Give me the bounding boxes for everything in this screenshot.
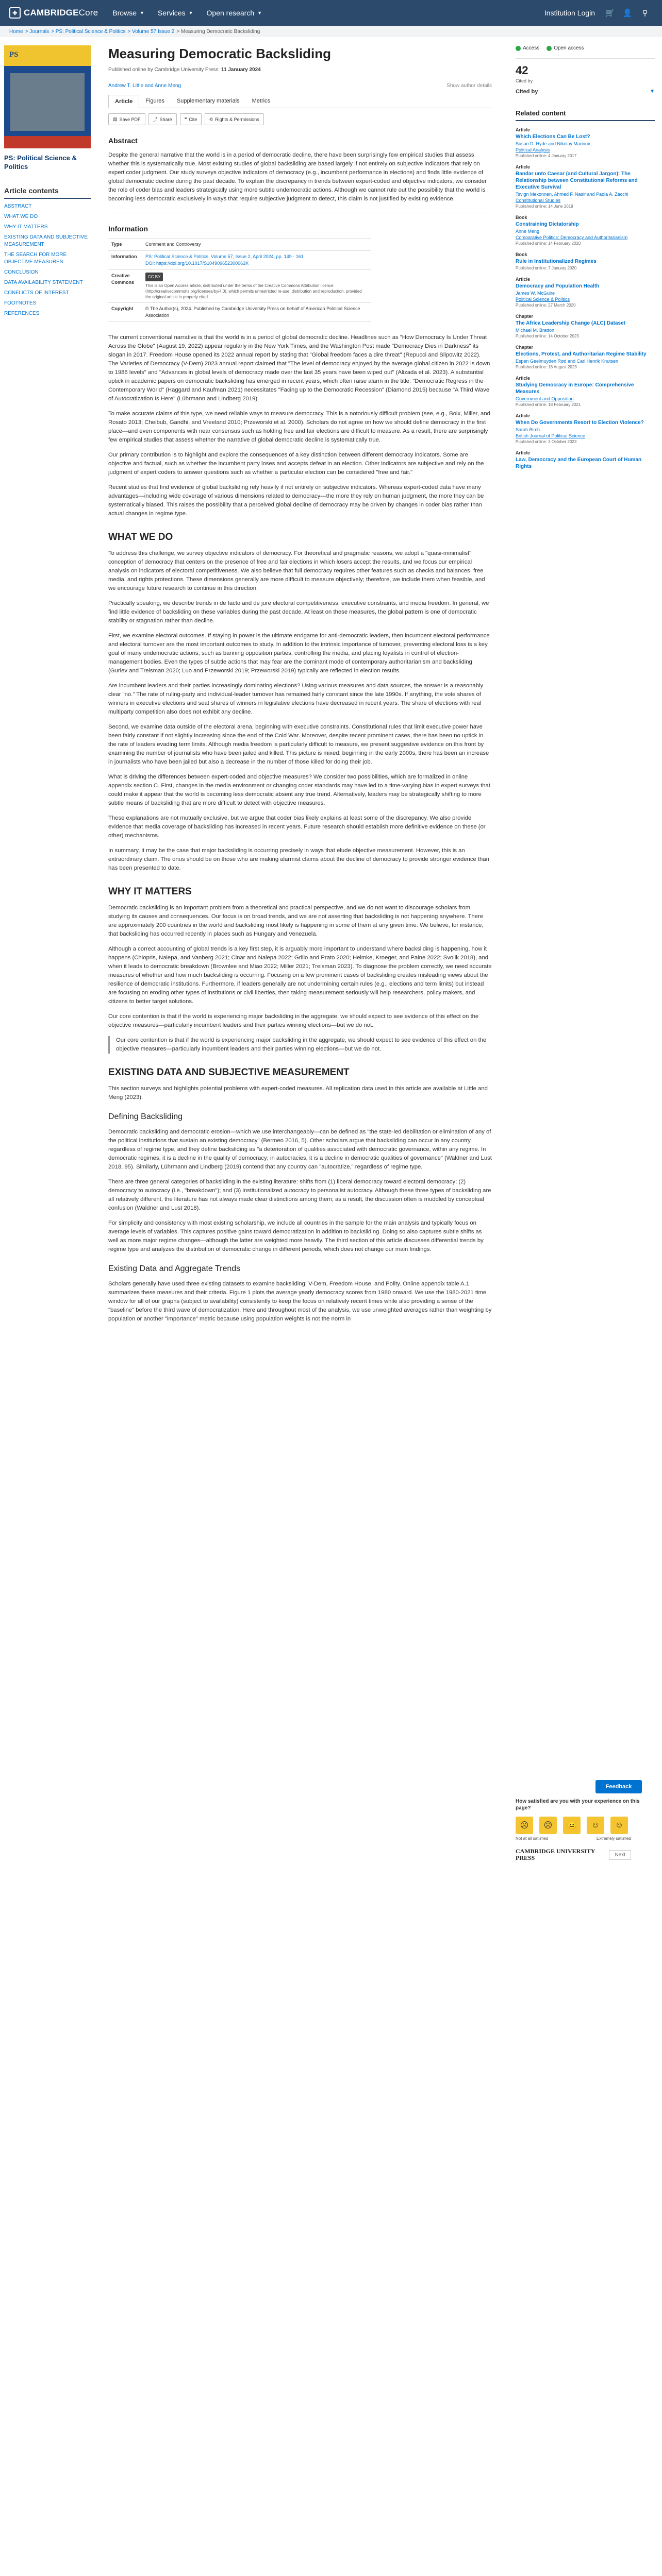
- intro-paragraph: To make accurate claims of this type, we need reliable ways to measure democracy. This is a notoriously difficult problem (see, e.g., Boix, Miller, and Rosato 2013; Cheibub, Gandhi, and Vreeland 2010; Przeworski et al. 2000). Scholars do not agree on how we should define democracy in the first place—and even components with near consensus such as holding free and fair elections are difficult to measure. As a result, there are surprisingly few empirical studies that assess whether the narrative of global democratic decline is systematically true.: [108, 411, 490, 443]
- info-value-cell: [142, 270, 371, 303]
- logo-main-text: CAMBRIDGE: [24, 8, 79, 18]
- body-paragraph: Practically speaking, we describe trends in de facto and de jure electoral competitiveness, executive constraints, and media freedom. In general, we find little evidence of backsliding on these variables during the past decade. At least on these measures, the global pattern is one of democratic stability or stagnation rather than decline.: [108, 600, 489, 624]
- related-journal[interactable]: Constitutional Studies: [516, 198, 561, 203]
- nav-label: Open research: [206, 9, 255, 17]
- journal-cover-image[interactable]: [4, 45, 91, 148]
- survey-scale-left: Not at all satisfied: [516, 1836, 549, 1841]
- right-sidebar: [516, 45, 655, 470]
- tab-supplementary[interactable]: Supplementary materials: [176, 98, 240, 104]
- related-date: Published online: 4 January 2017: [516, 154, 577, 158]
- info-value-cell: [142, 251, 371, 270]
- info-key: Information: [108, 251, 142, 270]
- abstract-text: Despite the general narrative that the world is in a period of democratic decline, there have been surprisingly few empirical studies that assess whether this is systematically true. Most existing studies of global backsliding are based largely if not entirely on subjective indicators that rely on expert coder judgment. Our study surveys objective indicators of democracy (e.g., incumbent performance in elections) and finds little evidence of global democratic decline during the past decade. To explain the discrepancy in trends between expert-coded and objective indicators, we consider the role of coder bias and leaders strategically using more subtle undemocratic actions. Although we cannot rule out the possibility that the world is becoming less democratic exclusively in ways that require subjective judgment to detect, this claim is not justified by existing evidence.: [108, 152, 487, 202]
- very-unhappy-face-icon[interactable]: ☹: [516, 1817, 533, 1834]
- related-title-link[interactable]: Bandar unto Caesar (and Cultural Jargon): The Relationship between Constitutional Reforms and Executive Survival: [516, 171, 638, 190]
- survey-faces: [516, 1817, 655, 1834]
- nav-open-research[interactable]: [207, 9, 262, 17]
- information-heading: Information: [108, 225, 148, 233]
- related-authors[interactable]: James W. McGuire: [516, 291, 555, 296]
- unhappy-face-icon[interactable]: ☹: [539, 1817, 557, 1834]
- info-row-copyright: [108, 303, 371, 322]
- related-authors[interactable]: Michael M. Bratton: [516, 328, 555, 333]
- contents-item[interactable]: DATA AVAILABILITY STATEMENT: [4, 280, 83, 285]
- article-toolbar: [108, 113, 492, 125]
- cited-by-count: 42: [516, 64, 528, 77]
- share-button[interactable]: [148, 113, 177, 125]
- tool-label: Save PDF: [119, 116, 141, 122]
- breadcrumb: [0, 26, 662, 37]
- abstract-heading: Abstract: [108, 137, 138, 145]
- happy-face-icon[interactable]: ☺: [587, 1817, 604, 1834]
- related-type: Article: [516, 413, 531, 418]
- shield-icon: ✚: [9, 7, 21, 19]
- related-date: Published online: 14 June 2019: [516, 204, 573, 209]
- info-value: Comment and Controversy: [142, 239, 371, 251]
- satisfaction-survey: [516, 1798, 655, 1861]
- body-paragraph: Democratic backsliding is an important problem from a theoretical and practical perspective, and we do not want to discourage scholars from studying its causes and consequences. Our focus is on broad trends, and we are not asserting that backsliding is not happening anywhere. There are approximately 200 countries in the world and backsliding most likely is happening in some of them at any given time. We believe, for instance, that backsliding has occurred recently in places such as Hungary and Venezuela.: [108, 905, 484, 937]
- breadcrumb-home[interactable]: Home: [9, 28, 23, 35]
- body-paragraph: These explanations are not mutually exclusive, but we argue that coder bias likely explains at least some of the discrepancy. We also provide evidence that media coverage of backsliding has increased in recent years. Future research should establish more definitive evidence on these (or other) mechanisms.: [108, 815, 486, 839]
- contents-item[interactable]: FOOTNOTES: [4, 300, 37, 306]
- chevron-down-icon: ▼: [257, 10, 262, 15]
- info-key: Creative Commons: [108, 270, 142, 303]
- related-title-link[interactable]: The Africa Leadership Change (ALC) Dataset: [516, 320, 626, 326]
- published-date: 11 January 2024: [221, 67, 261, 73]
- related-item: [516, 277, 655, 308]
- related-title-link[interactable]: Which Elections Can Be Lost?: [516, 134, 590, 140]
- nav-services[interactable]: [158, 9, 193, 17]
- tab-figures[interactable]: Figures: [145, 98, 164, 104]
- related-title-link[interactable]: Rule in Institutionalized Regimes: [516, 259, 597, 264]
- body-paragraph: Are incumbent leaders and their parties increasingly dominating elections? Using various measures and data sources, the answer is a reasonably clear "no." The rate of ruling-party and individual-leader turnover has remained fairly constant since the late 1990s. If anything, the vote shares of winners in executive elections and seat shares of winners in legislative elections have decreased in recent years. The share of elections with real multiparty competition also does not exhibit any decline.: [108, 683, 484, 715]
- cite-button[interactable]: [180, 113, 202, 125]
- related-journal[interactable]: Political Science & Politics: [516, 297, 570, 302]
- related-item: [516, 376, 655, 407]
- related-authors[interactable]: Anne Meng: [516, 229, 540, 234]
- top-nav-bar: [0, 0, 662, 26]
- related-type: Article: [516, 376, 531, 381]
- related-type: Book: [516, 252, 527, 257]
- related-authors[interactable]: Susan D. Hyde and Nikolay Marinov: [516, 141, 590, 146]
- contents-item[interactable]: REFERENCES: [4, 311, 40, 316]
- feedback-button[interactable]: Feedback: [595, 1780, 642, 1793]
- body-paragraph: Democratic backsliding and democratic erosion—which we use interchangeably—can be defined as "the state-led debilitation or elimination of any of the political institutions that sustain an existing democracy" (Bermeo 2016, 5). Other scholars argue that backsliding can occur in any country, regardless of regime type, and they define backsliding as "a deterioration of qualities associated with democratic governance, within any regime. In democratic regimes, it is a decline in the quality of democracy; in autocracies, it is a decline in democratic qualities of governance" (Waldner and Lust 2018, 95). Similarly, Lührmann and Lindberg (2019) contend that any country can "autocratize," regardless of regime type.: [108, 1129, 492, 1170]
- survey-scale: [516, 1836, 631, 1841]
- survey-next-button[interactable]: Next: [609, 1850, 631, 1860]
- cambridge-core-logo[interactable]: [9, 7, 98, 19]
- open-access-label: Open access: [554, 45, 584, 51]
- intro-paragraph: Our primary contribution is to highlight and explore the consequences of a key distinction between different democracy indicators. Some are objective and factual, such as whether the incumbent party loses and accepts defeat in an election. Other indicators are subjective and rely on the judgment of expert coders to answer questions such as whether a particular election can be considered "free and fair.": [108, 452, 484, 476]
- related-authors[interactable]: Espen Geelmuyden Rød and Carl Henrik Knutsen: [516, 359, 619, 364]
- neutral-face-icon[interactable]: 😐: [563, 1817, 581, 1834]
- intro-paragraph: The current conventional narrative is that the world is in a period of global democratic decline. Headlines such as "How Democracy Is Under Threat Across the Globe" (August 19, 2022) appear regularly in the New York Times, and the Washington Post made "Democracy Dies in Darkness" its slogan in 2017. Freedom House opened its 2022 annual report by stating that "Global freedom faces a dire threat" (Repucci and Slipowitz 2022). The Varieties of Democracy (V-Dem) 2023 annual report claimed that "The level of democracy enjoyed by the average global citizen in 2022 is down to 1986 levels" and "Advances in global levels of democracy made over the last 35 years have been wiped out" (Alizada et al. 2023). A substantial uptick in academic papers on democratic backsliding has emerged in recent years, which often raise alarm in the title: "Democratic Regress in the Contemporary World" (Haggard and Kaufman 2021) necessitates "Facing up to the Democratic Recession" (Diamond 2015) because "A Third Wave of Autocratization Is Here" (Lührmann and Lindberg 2019).: [108, 334, 490, 402]
- intro-paragraph: Recent studies that find evidence of global backsliding rely heavily if not entirely on subjective indicators. Whereas expert-coded data have many advantages—including wide coverage of various dimensions related to democracy—the more they rely on human judgment, the more they can be systematically biased. This raises the possibility that a perceived global decline of democracy may be driven by changes in coder bias rather than actual changes in regime type.: [108, 484, 484, 517]
- contents-item[interactable]: WHAT WE DO: [4, 214, 38, 219]
- published-prefix: Published online by Cambridge University Press:: [108, 67, 221, 73]
- related-date: Published online: 14 February 2020: [516, 241, 581, 246]
- related-item: [516, 252, 655, 270]
- nav-label: Browse: [112, 9, 137, 17]
- related-item: [516, 450, 655, 470]
- related-title-link[interactable]: Studying Democracy in Europe: Comprehensive Measures: [516, 382, 634, 395]
- related-type: Chapter: [516, 345, 534, 350]
- chevron-down-icon: ▼: [139, 10, 144, 15]
- check-circle-icon: [516, 46, 521, 51]
- related-title-link[interactable]: Constraining Dictatorship: [516, 222, 579, 227]
- related-date: Published online: 14 October 2023: [516, 334, 579, 338]
- related-journal[interactable]: British Journal of Political Science: [516, 433, 586, 438]
- body-paragraph: Although a correct accounting of global trends is a key first step, it is arguably more important to understand where backsliding is happening, how it happens (Chiopris, Nalepa, and Vanberg 2021; Cinar and Nalepa 2022; Grillo and Prato 2020; Helmke, Kroeger, and Paine 2022; Svolik 2018), and when it leads to democratic breakdown (Brownlee and Miao 2022; Miller 2021; Treisman 2023). To diagnose the problem correctly, we need accurate measures of whether and how much backsliding is occurring. Focusing on a few prominent cases of backsliding creates misleading views about the resilience of democratic institutions. Furthermore, if leaders generally are not undermining certain rules (e.g., elections and term limits) but instead are focusing on eroding other types of institutions or civil liberties, then taking measurement seriously will help researchers, policy makers, and citizens to better target solutions.: [108, 946, 492, 1005]
- cambridge-university-press-logo: CAMBRIDGE UNIVERSITY PRESS: [516, 1848, 595, 1861]
- related-date: Published online: 7 January 2020: [516, 266, 577, 270]
- related-title-link[interactable]: Law, Democracy and the European Court of Human Rights: [516, 457, 642, 469]
- section-heading-what-we-do: WHAT WE DO: [108, 532, 173, 543]
- related-type: Article: [516, 450, 531, 455]
- related-item: [516, 413, 655, 444]
- body-paragraph: Our core contention is that if the world is experiencing major backsliding in the aggregate, we should expect to see evidence of this effect on the objective measures—particularly incumbent leaders and their parties winning elections—but we do not.: [108, 1013, 479, 1028]
- contents-item[interactable]: ABSTRACT: [4, 204, 32, 209]
- body-paragraph: In summary, it may be the case that major backsliding is occurring precisely in ways that elude objective measurement. However, this is an extraordinary claim. The onus should be on those who are making alarmist claims about the decline of democracy to provide stronger evidence than has been presented to date.: [108, 848, 489, 871]
- related-date: Published online: 18 February 2021: [516, 402, 581, 407]
- related-date: Published online: 3 October 2023: [516, 439, 577, 444]
- cited-by-toggle[interactable]: [516, 89, 655, 95]
- journal-name-link[interactable]: PS: Political Science & Politics: [4, 154, 77, 171]
- logo-sub-text: Core: [78, 8, 98, 18]
- body-paragraph: For simplicity and consistency with most existing scholarship, we include all countries in the sample for the main analysis and typically focus on average levels of variables. This captures positive gains toward democratization in addition to backsliding. Doing so also captures subtle shifts as well as more major regime changes—although the latter are weighted more heavily. The third section of this article discusses differential trends by regime type and analyzes the distribution of democratic change in different periods, which does not change our main findings.: [108, 1220, 484, 1252]
- related-authors[interactable]: Sarah Birch: [516, 427, 540, 432]
- show-author-details-link[interactable]: Show author details: [446, 83, 492, 89]
- pdf-icon: ▤: [113, 116, 118, 122]
- copyright-icon: ©: [209, 116, 213, 122]
- access-row: [516, 45, 655, 51]
- related-type: Article: [516, 127, 531, 132]
- related-type: Article: [516, 164, 531, 170]
- contents-item[interactable]: CONFLICTS OF INTEREST: [4, 290, 69, 296]
- doi-link[interactable]: DOI: https://doi.org/10.1017/S104909652300063X: [145, 261, 249, 266]
- contents-item[interactable]: EXISTING DATA AND SUBJECTIVE MEASUREMENT: [4, 234, 88, 247]
- user-icon[interactable]: 👤: [622, 9, 633, 18]
- related-type: Book: [516, 215, 527, 220]
- info-row-type: [108, 239, 371, 251]
- tool-label: Share: [159, 116, 172, 122]
- article-title: Measuring Democratic Backsliding: [108, 46, 332, 61]
- very-happy-face-icon[interactable]: ☺: [610, 1817, 628, 1834]
- authors-link[interactable]: Andrew T. Little and Anne Meng: [108, 83, 181, 89]
- info-row-cc: [108, 270, 371, 303]
- related-date: Published online: 18 August 2023: [516, 365, 577, 369]
- nav-browse[interactable]: [112, 9, 144, 17]
- cart-icon[interactable]: 🛒: [605, 9, 615, 18]
- body-paragraph: Second, we examine data outside of the electoral arena, beginning with executive constraints. Constitutional rules that limit executive power have been fairly constant if not slightly increasing since the end of the Cold War. Moreover, despite recent prominent cases, there has been no uptick in the rate of leaders evading term limits. Although media freedom is particularly difficult to measure, we present suggestive evidence on this front by examining the number of journalists who have been jailed and killed. This picture is mixed: beginning in the early 2000s, there has been an increase in journalists who have been jailed but also a decrease in the number of those killed for doing their job.: [108, 724, 489, 765]
- body-paragraph: First, we examine electoral outcomes. If staying in power is the ultimate endgame for anti-democratic leaders, then incumbent electoral performance and electoral turnover are the most important outcomes to study. In addition to the intrinsic importance of turnover, preventing electoral loss is a key goal of many undemocratic actions, such as banning opposition parties, controlling the media, and placing loyalists in control of election-management bodies. Even the types of subtle actions that may fear are the dominant mode of contemporary authoritarianism and backsliding (Guriev and Treisman 2020; Luo and Przeworski 2019; Przeworski 2019) typically are reflected in election results.: [108, 633, 490, 674]
- information-table: [108, 238, 371, 322]
- related-type: Article: [516, 277, 531, 282]
- cited-by-metric: [516, 58, 655, 83]
- contents-item[interactable]: THE SEARCH FOR MORE OBJECTIVE MEASURES: [4, 252, 67, 265]
- divider: [4, 198, 91, 199]
- tab-metrics[interactable]: Metrics: [252, 98, 271, 104]
- open-access-indicator: [547, 45, 584, 51]
- breadcrumb-journal[interactable]: > PS: Political Science & Politics: [51, 28, 126, 35]
- related-content-heading: Related content: [516, 109, 655, 121]
- article-contents-list: [4, 203, 91, 317]
- tab-article[interactable]: Article: [108, 95, 139, 108]
- subsection-heading-defining: Defining Backsliding: [108, 1112, 183, 1121]
- breadcrumb-current: > Measuring Democratic Backsliding: [176, 28, 260, 35]
- cc-by-badge[interactable]: CC BY: [145, 273, 163, 281]
- cited-by-heading: Cited by: [516, 89, 538, 95]
- contents-item[interactable]: WHY IT MATTERS: [4, 224, 48, 230]
- access-label: Access: [523, 45, 540, 51]
- chevron-down-icon: ▼: [650, 89, 655, 94]
- survey-footer: [516, 1848, 631, 1861]
- breadcrumb-journals[interactable]: > Journals: [25, 28, 49, 35]
- access-indicator: [516, 45, 539, 51]
- body-paragraph: This section surveys and highlights potential problems with expert-coded measures. All replication data used in this article are available at Little and Meng (2023).: [108, 1086, 488, 1100]
- article-main: [108, 45, 492, 1324]
- related-item: [516, 314, 655, 338]
- related-item: [516, 345, 655, 369]
- body-paragraph: Scholars generally have used three existing datasets to examine backsliding: V-Dem, Freedom House, and Polity. Online appendix table A.1 summarizes these measures and their criteria. Figure 1 plots the average yearly democracy scores from 1980 onward. We use the 1980-2021 time window for all of our graphs (subject to availability) consistently to keep the focus on relatively recent times while also providing a sense of the "baseline" before the third wave of democratization. Here and throughout most of the analysis, we use unweighted averages rather than weighting by population or another "importance" metric because using population weights is not the norm in: [108, 1281, 492, 1322]
- institution-login-link[interactable]: Institution Login: [544, 9, 595, 17]
- unlock-icon: [547, 46, 552, 51]
- tool-label: Rights & Permissions: [215, 116, 259, 122]
- tool-label: Cite: [189, 116, 197, 122]
- related-journal[interactable]: Comparative Politics: Democracy and Authoritarianism: [516, 235, 628, 240]
- published-line: [108, 67, 492, 73]
- related-authors[interactable]: Tsvign Mekonnen, Ahmed F. Nasir and Paola A. Zacchi: [516, 192, 628, 197]
- related-title-link[interactable]: Democracy and Population Health: [516, 283, 600, 289]
- cover-photo: [10, 73, 85, 131]
- cc-licence-text: This is an Open Access article, distributed under the terms of the Creative Commons Attribution licence (http://creativecommons.org/licenses/by/4.0), which permits unrestricted re-use, distribution and reproduction, provided the original article is properly cited.: [145, 283, 362, 299]
- cover-title: PS: [9, 50, 19, 59]
- body-paragraph: To address this challenge, we survey objective indicators of democracy. For theoretical and pragmatic reasons, we adopt a "quasi-minimalist" conception of democracy that centers on the presence of free and fair elections in which losers accept the results, and we focus our empirical analysis on indicators of electoral competitiveness. We also believe that full democracy requires other features such as checks and balances, free media, and rights protections. These dimensions generally are more difficult to measure objectively; therefore, we include them when feasible, and we encourage future research to continue in this direction.: [108, 550, 485, 591]
- info-value: © The Author(s), 2024. Published by Cambridge University Press on behalf of American Political Science Association: [142, 303, 371, 322]
- related-date: Published online: 27 March 2020: [516, 303, 576, 308]
- related-item: [516, 215, 655, 246]
- nav-label: Services: [157, 9, 186, 17]
- related-type: Chapter: [516, 314, 534, 319]
- info-row-information: [108, 251, 371, 270]
- related-title-link[interactable]: Elections, Protest, and Authoritarian Regime Stability: [516, 351, 647, 357]
- pull-quote: Our core contention is that if the world is experiencing major backsliding in the aggregate, we should expect to see evidence of this effect on the objective measures—particularly incumbent leaders and their parties winning elections—but we do not.: [108, 1036, 492, 1054]
- body-paragraph: There are three general categories of backsliding in the existing literature: shifts from (1) liberal democracy toward electoral democracy; (2) democracy to autocracy (i.e., "breakdown"); and (3) institutionalized autocracy to personalist autocracy. Although these three types of backsliding are all relatively different, the literature has not always made clear distinctions among them; as a result, the discussion often is muddled by conceptual confusion (Waldner and Lust 2018).: [108, 1179, 491, 1211]
- save-pdf-button[interactable]: [108, 113, 145, 125]
- section-heading-why-it-matters: WHY IT MATTERS: [108, 886, 192, 897]
- left-sidebar: [4, 45, 91, 320]
- authors-row: [108, 83, 492, 89]
- related-title-link[interactable]: When Do Governments Resort to Election Violence?: [516, 420, 644, 426]
- citation-link[interactable]: PS: Political Science & Politics, Volume 57, Issue 2, April 2024, pp. 149 - 161: [145, 254, 304, 259]
- article-contents-heading: Article contents: [4, 187, 59, 195]
- info-key: Type: [108, 239, 142, 251]
- quote-icon: ❝: [184, 116, 187, 122]
- cited-by-label: Cited by: [516, 78, 533, 83]
- related-item: [516, 164, 655, 209]
- rights-permissions-button[interactable]: [205, 113, 263, 125]
- related-journal[interactable]: Government and Opposition: [516, 396, 574, 401]
- related-journal[interactable]: Political Analysis: [516, 147, 550, 152]
- search-icon[interactable]: ⚲: [642, 9, 648, 18]
- subsection-heading-trends: Existing Data and Aggregate Trends: [108, 1264, 241, 1273]
- article-tabs: [108, 95, 492, 108]
- breadcrumb-issue[interactable]: > Volume 57 Issue 2: [127, 28, 175, 35]
- survey-scale-right: Extremely satisfied: [596, 1836, 631, 1841]
- chevron-down-icon: ▼: [188, 10, 193, 15]
- body-paragraph: What is driving the differences between expert-coded and objective measures? We consider two possibilities, which are formalized in online appendix section C. First, changes in the media environment or changing coder standards may have led to a time-varying bias in expert surveys that could make it appear that the world is becoming less democratic absent any true trend. Alternatively, leaders may be strategically shifting to more subtle means of backsliding that are more difficult to detect with objective measures.: [108, 774, 490, 806]
- section-heading-existing-data: EXISTING DATA AND SUBJECTIVE MEASUREMENT: [108, 1067, 350, 1078]
- info-key: Copyright: [108, 303, 142, 322]
- contents-item[interactable]: CONCLUSION: [4, 269, 39, 275]
- related-item: [516, 127, 655, 158]
- cover-stripe: [4, 136, 91, 148]
- survey-question: How satisfied are you with your experience on this page?: [516, 1799, 640, 1811]
- share-icon: ⤴: [153, 117, 158, 122]
